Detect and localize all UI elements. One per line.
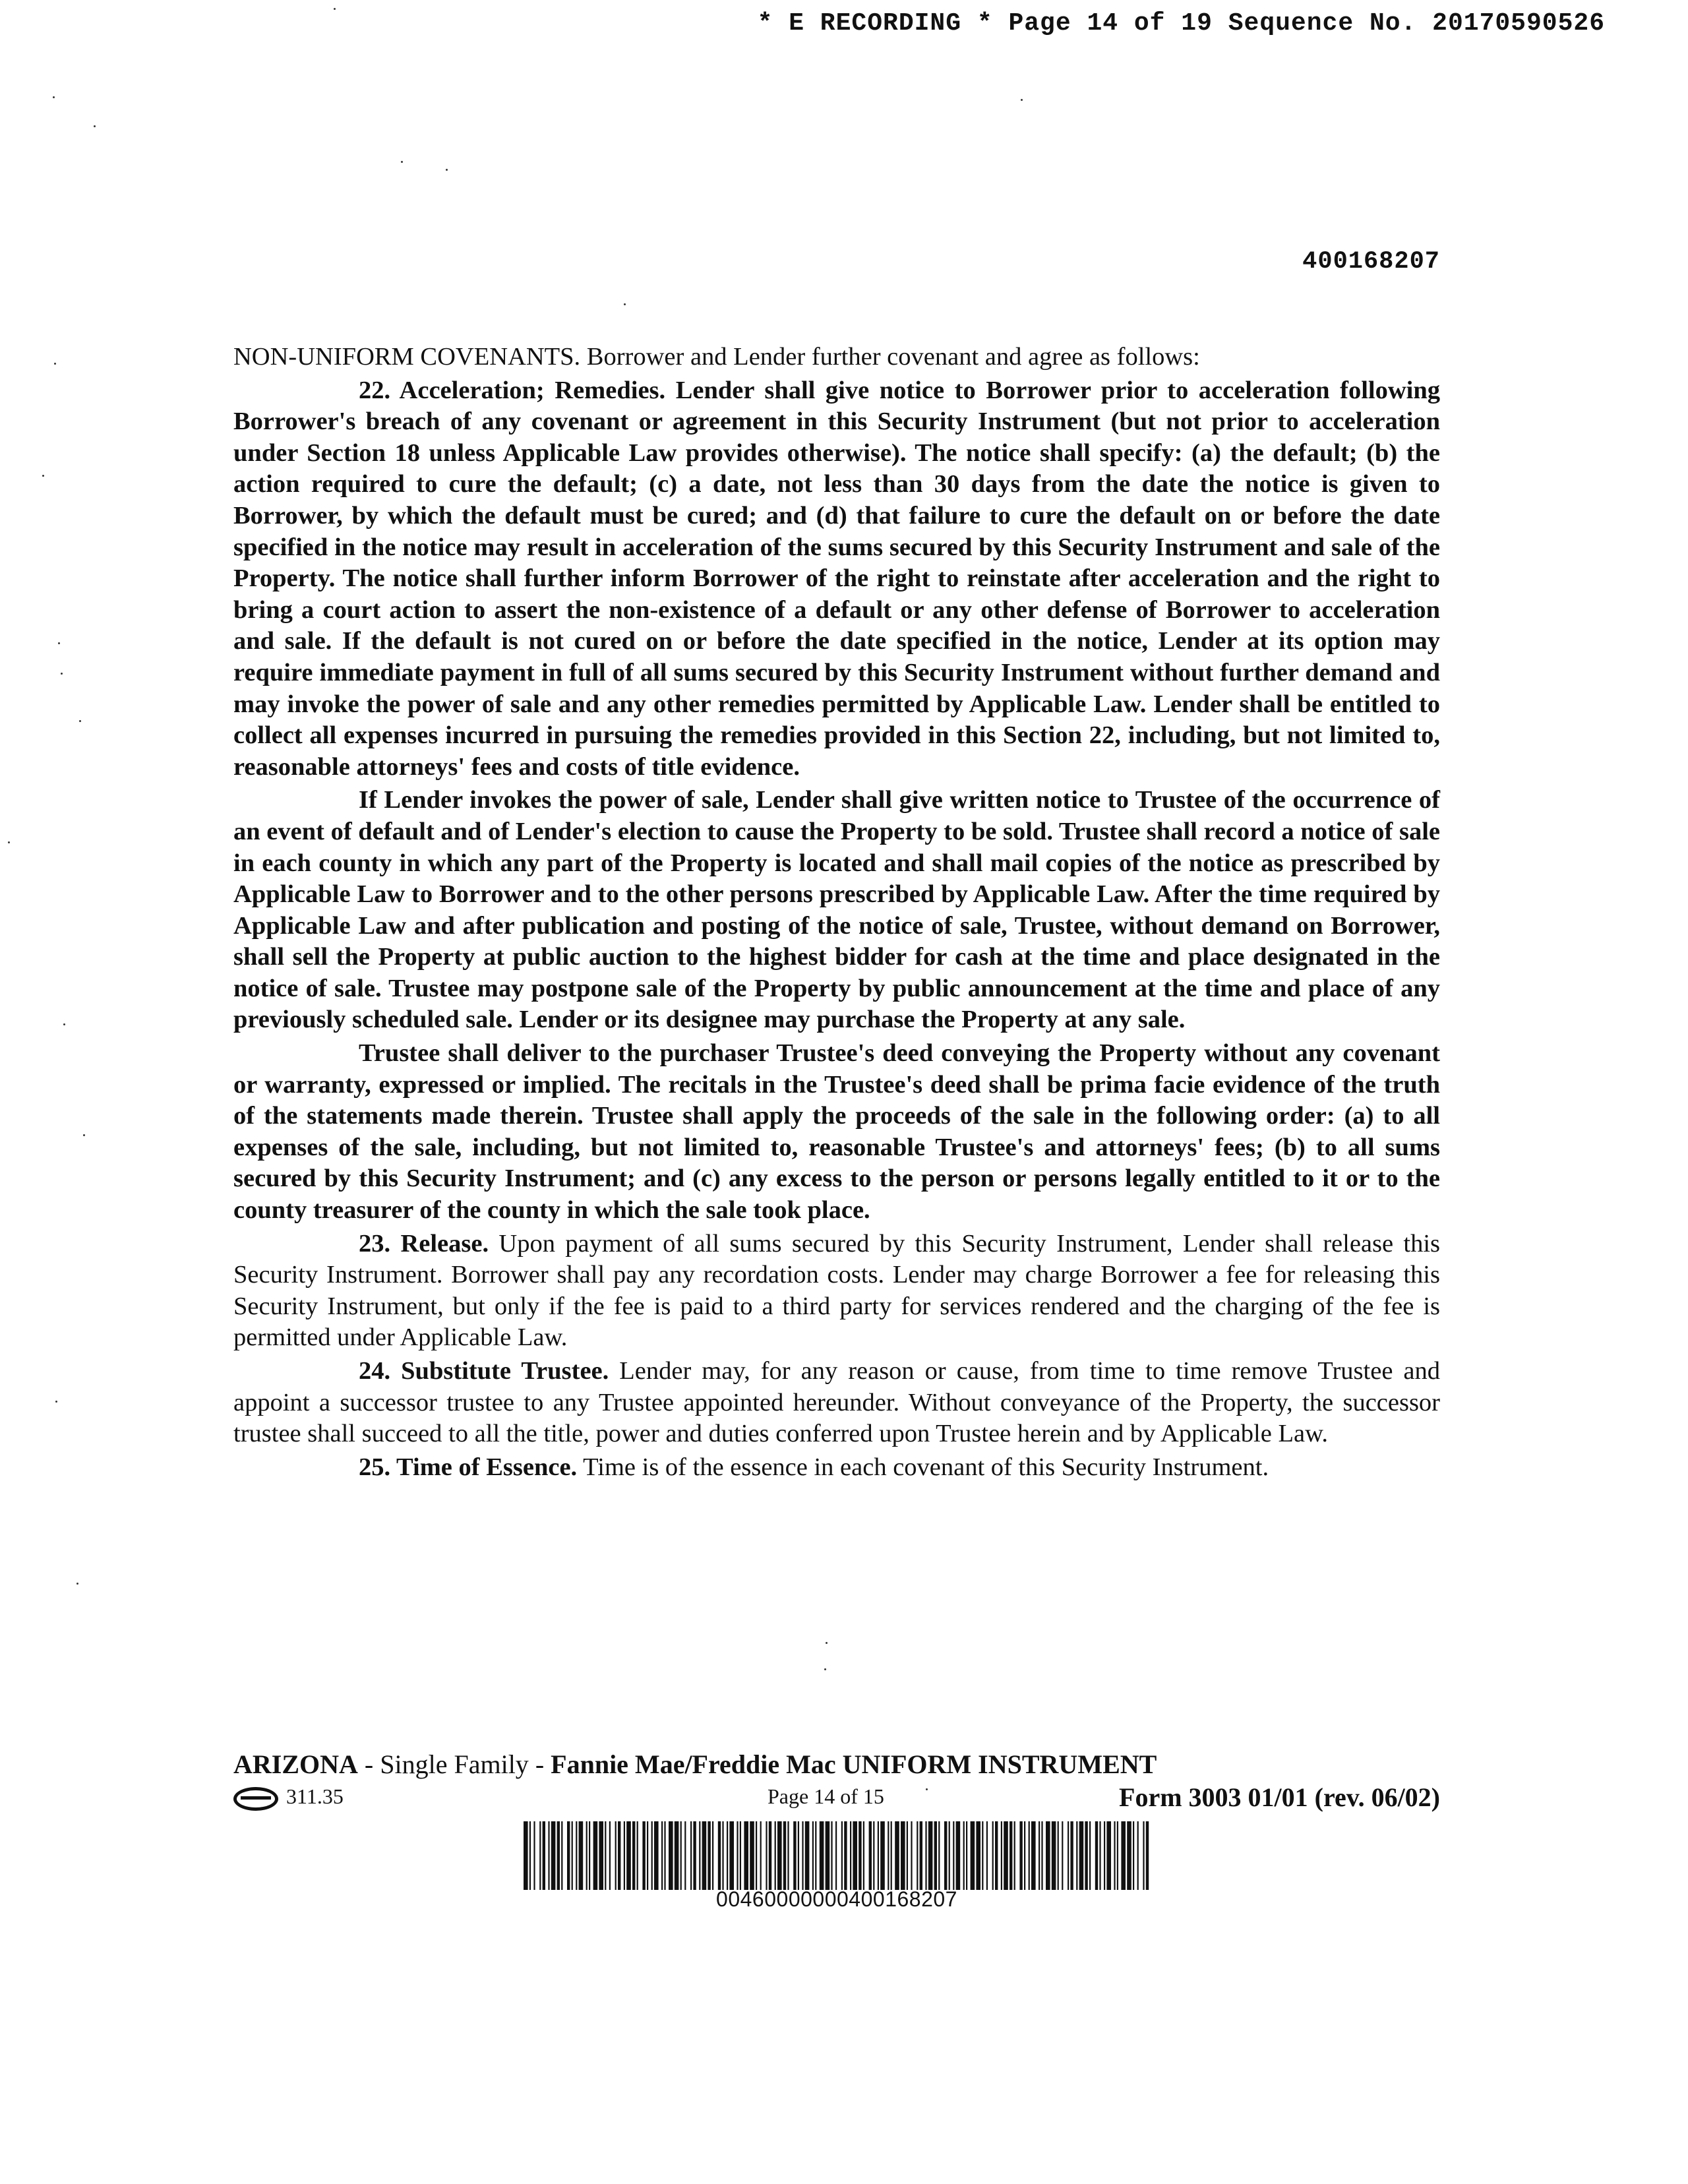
vmp-logo-icon: [233, 1787, 278, 1811]
scan-speck: [401, 161, 403, 163]
scan-speck: [624, 303, 626, 305]
page-number: Page 14 of 15: [768, 1784, 884, 1808]
section-22-paragraph-3: Trustee shall deliver to the purchaser Trustee's deed conveying the Property without any covenant or warranty, expressed or implied. The recitals in the Trustee's deed shall be prima facie evidence of the truth of the statements made therein. Trustee shall apply the proceeds of the sale in the following order: (a) to all expenses of the sale, including, but not limited to, reasonable Trustee's and attorneys' fees; (b) to all sums secured by this Security Instrument; and (c) any excess to the person or persons legally entitled to it or to the county treasurer of the county in which the sale took place.: [233, 1039, 1440, 1225]
footer-separator: -: [357, 1749, 380, 1779]
scan-speck: [79, 720, 81, 722]
scan-speck: [334, 8, 336, 10]
section-23: [233, 1228, 1440, 1354]
section-24-text: Lender may, for any reason or cause, from time to time remove Trustee and appoint a successor trustee to any Trustee appointed hereunder. Without conveyance of the Property, the successor trustee shall succeed to all the title, power and duties conferred upon Trustee herein and by Applicable Law.: [233, 1357, 1440, 1448]
form-code: [233, 1784, 344, 1811]
scan-speck: [53, 96, 55, 98]
footer-title: [233, 1749, 1157, 1780]
barcode: [524, 1821, 1150, 1890]
covenants-intro: NON-UNIFORM COVENANTS. Borrower and Lender further covenant and agree as follows:: [233, 343, 1200, 371]
scan-speck: [1021, 99, 1023, 101]
scan-speck: [54, 363, 56, 365]
section-22-heading: 22. Acceleration; Remedies.: [359, 376, 666, 404]
form-number: Form 3003 01/01 (rev. 06/02): [1119, 1782, 1440, 1812]
scan-speck: [83, 1134, 85, 1136]
scan-speck: [42, 475, 44, 477]
section-23-heading: 23. Release.: [359, 1229, 489, 1258]
section-25-heading: 25. Time of Essence.: [359, 1453, 578, 1481]
scan-speck: [63, 1023, 65, 1025]
section-23-text: Upon payment of all sums secured by this Security Instrument, Lender shall release this Security Instrument. Borrower shall pay any recordation costs. Lender may charge Borrower a fee for releasing this Security Instrument, but only if the fee is paid to a third party for services rendered and the charging of the fee is permitted under Applicable Law.: [233, 1229, 1441, 1352]
section-25-text: Time is of the essence in each covenant of this Security Instrument.: [583, 1453, 1269, 1481]
footer-separator: -: [528, 1749, 551, 1779]
section-22-paragraph-2: If Lender invokes the power of sale, Lender shall give written notice to Trustee of the occurrence of an event of default and of Lender's election to cause the Property to be sold. Trustee shall record a notice of sale in each county in which any part of the Property is located and shall mail copies of the notice as prescribed by Applicable Law to Borrower and to the other persons prescribed by Applicable Law. After the time required by Applicable Law and after publication and posting of the notice of sale, Trustee, without demand on Borrower, shall sell the Property at public auction to the highest bidder for cash at the time and place designated in the notice of sale. Trustee may postpone sale of the Property by public announcement at the time and place of any previously scheduled sale. Lender or its designee may purchase the Property at any sale.: [233, 786, 1440, 1034]
loan-number: 400168207: [1302, 248, 1440, 276]
form-code-number: 311.35: [286, 1784, 344, 1808]
footer-state: ARIZONA: [233, 1749, 358, 1779]
scan-speck: [8, 841, 10, 843]
scan-speck: [94, 125, 96, 127]
scan-speck: [826, 1642, 828, 1644]
footer-family: Single Family: [380, 1749, 529, 1779]
footer-row: [233, 1782, 1440, 1813]
scan-speck: [58, 642, 60, 644]
scan-speck: [926, 1788, 928, 1790]
section-22-paragraph-1: [233, 375, 1440, 783]
scan-speck: [61, 673, 63, 675]
document-body: [233, 342, 1440, 1485]
section-25: [233, 1452, 1440, 1484]
scan-speck: [55, 1401, 57, 1403]
section-22-text: Lender shall give notice to Borrower prior to acceleration following Borrower's breach of any covenant or agreement in this Security Instrument (but not prior to acceleration under Section 18 unless Applicable Law provides otherwise). The notice shall specify: (a) the default; (b) the action required to cure the default; (c) a date, not less than 30 days from the date the notice is given to Borrower, by which the default must be cured; and (d) that failure to cure the default on or before the date specified in the notice may result in acceleration of the sums secured by this Security Instrument and sale of the Property. The notice shall further inform Borrower of the right to reinstate after acceleration and the right to bring a court action to assert the non-existence of a default or any other defense of Borrower to acceleration and sale. If the default is not cured on or before the date specified in the notice, Lender at its option may require immediate payment in full of all sums secured by this Security Instrument without further demand and may invoke the power of sale and any other remedies permitted by Applicable Law. Lender shall be entitled to collect all expenses incurred in pursuing the remedies provided in this Section 22, including, but not limited to, reasonable attorneys' fees and costs of title evidence.: [233, 376, 1441, 781]
section-24-heading: 24. Substitute Trustee.: [359, 1357, 609, 1385]
scan-speck: [446, 169, 448, 171]
recording-stamp: * E RECORDING * Page 14 of 19 Sequence No. 20170590526: [757, 9, 1605, 38]
scan-speck: [76, 1583, 78, 1585]
scan-speck: [824, 1668, 826, 1670]
section-24: [233, 1356, 1440, 1450]
footer-instrument: Fannie Mae/Freddie Mac UNIFORM INSTRUMENT: [551, 1749, 1157, 1779]
barcode-number: 00460000000400168207: [716, 1887, 957, 1911]
